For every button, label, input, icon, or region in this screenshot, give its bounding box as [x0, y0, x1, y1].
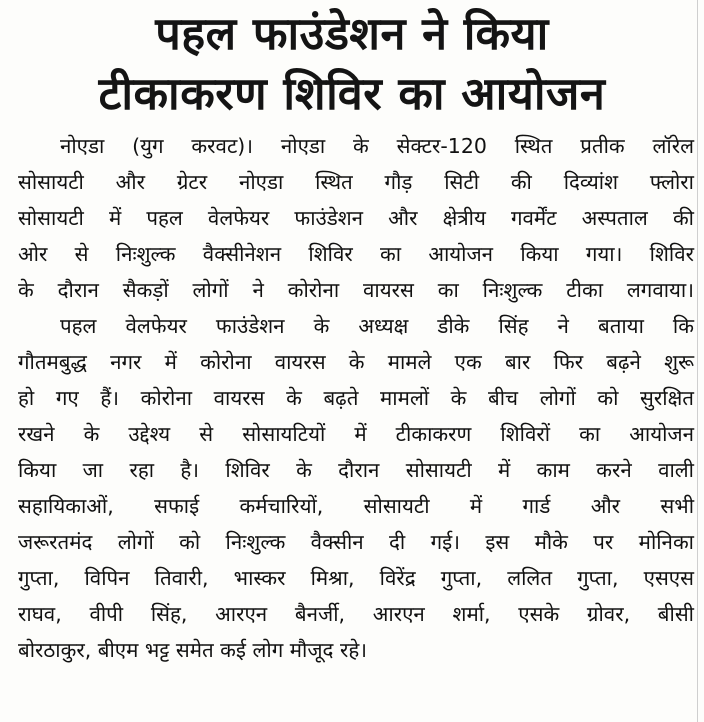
article-line: किया जा रहा है। शिविर के दौरान सोसायटी में काम करने वाली — [18, 458, 694, 482]
article-line: जरूरतमंद लोगों को निःशुल्क वैक्सीन दी गई। इस मौके पर मोनिका — [18, 530, 694, 554]
article-line: पहल वेलफेयर फाउंडेशन के अध्यक्ष डीके सिंह ने बताया कि — [60, 314, 694, 338]
article-line: बोरठाकुर, बीएम भट्ट समेत कई लोग मौजूद रहे। — [18, 638, 367, 662]
article-line: रखने के उद्देश्य से सोसायटियों में टीकाकरण शिविरों का आयोजन — [18, 422, 694, 446]
headline-line-2: टीकाकरण शिविर का आयोजन — [98, 67, 606, 120]
headline-line-1: पहल फाउंडेशन ने किया — [155, 7, 549, 60]
article-line: सोसायटी में पहल वेलफेयर फाउंडेशन और क्षेत्रीय गवर्मेंट अस्पताल की — [18, 206, 694, 230]
article-line: सहायिकाओं, सफाई कर्मचारियों, सोसायटी में गार्ड और सभी — [18, 494, 694, 518]
article-line: हो गए हैं। कोरोना वायरस के बढ़ते मामलों के बीच लोगों को सुरक्षित — [18, 386, 694, 410]
article-line: नोएडा (युग करवट)। नोएडा के सेक्टर-120 स्थित प्रतीक लॉरेल — [60, 134, 694, 158]
article-line: के दौरान सैकड़ों लोगों ने कोरोना वायरस का निःशुल्क टीका लगवाया। — [18, 278, 694, 302]
article-line: गुप्ता, विपिन तिवारी, भास्कर मिश्रा, विरेंद्र गुप्ता, ललित गुप्ता, एसएस — [18, 566, 694, 590]
article-line: राघव, वीपी सिंह, आरएन बैनर्जी, आरएन शर्मा, एसके ग्रोवर, बीसी — [18, 602, 694, 626]
article-line: गौतमबुद्ध नगर में कोरोना वायरस के मामले एक बार फिर बढ़ने शुरू — [18, 350, 694, 374]
article-line: सोसायटी और ग्रेटर नोएडा स्थित गौड़ सिटी की दिव्यांश फ्लोरा — [18, 170, 694, 194]
article-line: ओर से निःशुल्क वैक्सीनेशन शिविर का आयोजन किया गया। शिविर — [18, 242, 694, 266]
